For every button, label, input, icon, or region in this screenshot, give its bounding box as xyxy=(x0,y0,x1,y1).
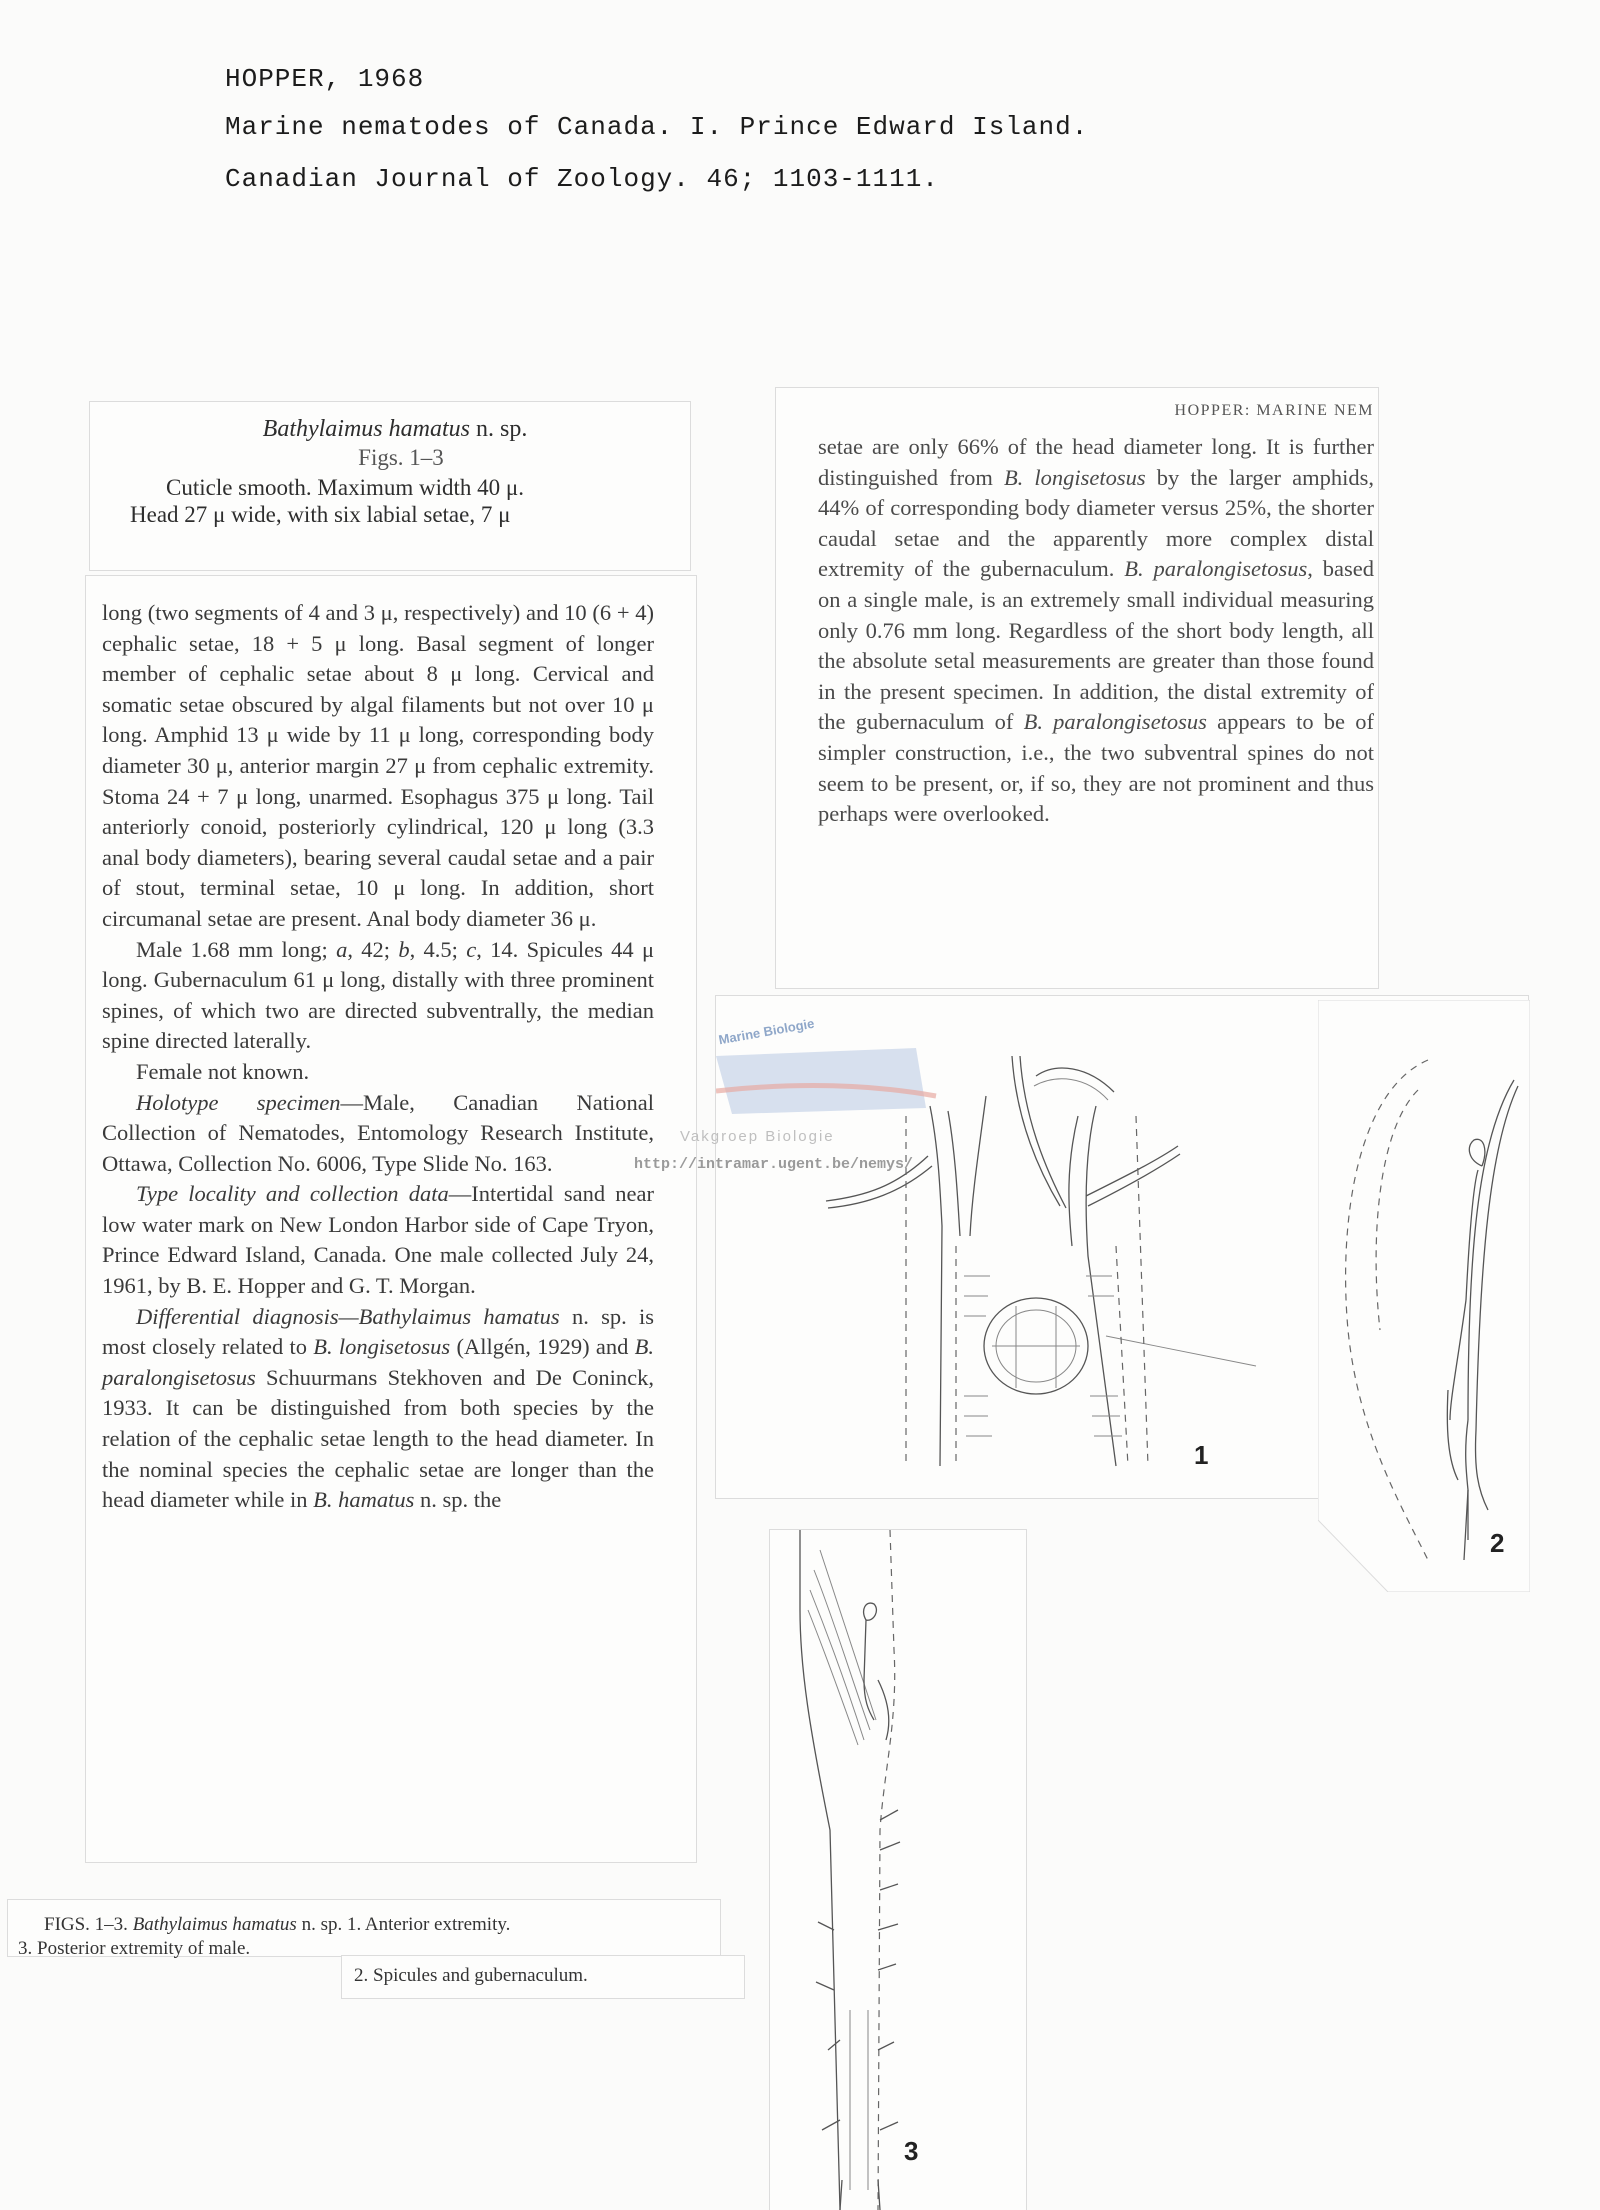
citation-title: Marine nematodes of Canada. I. Prince Edward Island. xyxy=(225,112,1089,142)
figure-3-posterior-extremity xyxy=(770,1530,1026,2210)
caption-line-3: 2. Spicules and gubernaculum. xyxy=(354,1965,588,1986)
watermark-line-2: Vakgroep Biologie xyxy=(680,1128,835,1145)
running-head: HOPPER: MARINE NEM xyxy=(1174,402,1374,419)
right-column-clip xyxy=(776,388,1378,988)
type-locality-paragraph: Type locality and collection data—Intertidal sand near low water mark on New London Harbor side of Cape Tryon, Prince Edward Island, Canada. One male collected July 24, 1961, by B. E. Hopper and G. T. Morgan. xyxy=(102,1181,655,1299)
figure-2-clip xyxy=(1318,1000,1530,1592)
caption-clip-2 xyxy=(342,1956,744,1998)
figure-2-spicules xyxy=(1318,1000,1530,1592)
intro-line-1: Cuticle smooth. Maximum width 40 μ. xyxy=(166,475,524,500)
species-title: Bathylaimus hamatus n. sp. xyxy=(262,416,528,442)
watermark-line-1: Marine Biologie xyxy=(717,1015,816,1048)
figure-3-clip xyxy=(770,1530,1026,2210)
watermark-url[interactable]: http://intramar.ugent.be/nemys/ xyxy=(634,1156,914,1173)
holotype-paragraph: Holotype specimen—Male, Canadian National Collection of Nematodes, Entomology Research Institute, Ottawa, Collection No. 6006, Type Slide No. 163. xyxy=(102,1089,654,1176)
description-paragraph: long (two segments of 4 and 3 μ, respectively) and 10 (6 + 4) cephalic setae, 18 + 5 μ long. Basal segment of longer member of cephalic setae about 8 μ long. Cervical and somatic setae obscured by algal filaments but not over 10 μ long. Amphid 13 μ wide by 11 μ long, corresponding body diameter 30 μ, anterior margin 27 μ from cephalic extremity. Stoma 24 + 7 μ long, unarmed. Esophagus 375 μ long. Tail anteriorly conoid, posteriorly cylindrical, 120 μ long (3.3 anal body diameters), bearing several caudal setae and a pair of stout, terminal setae, 10 μ long. In addition, short circumanal setae are present. Anal body diameter 36 μ. xyxy=(102,600,654,931)
species-title-clip xyxy=(90,402,690,570)
intro-line-2: Head 27 μ wide, with six labial setae, 7 μ xyxy=(130,502,511,527)
caption-line-2: 3. Posterior extremity of male. xyxy=(18,1938,251,1959)
figure-3-label: 3 xyxy=(904,2136,919,2166)
figure-2-label: 2 xyxy=(1490,1528,1505,1558)
female-note: Female not known. xyxy=(136,1058,310,1084)
differential-diagnosis-paragraph: Differential diagnosis—Bathylaimus hamatus n. sp. is most closely related to B. longisetosus (Allgén, 1929) and B. paralongisetosus Schuurmans Stekhoven and De Coninck, 1933. It can be distinguished from both species by the relation of the cephalic setae length to the head diameter. In the nominal species the cephalic setae are longer than the head diameter while in B. hamatus n. sp. the xyxy=(102,1303,655,1513)
measurements-paragraph: Male 1.68 mm long; a, 42; b, 4.5; c, 14. Spicules 44 μ long. Gubernaculum 61 μ long, distally with three prominent spines, of which two are directed subventrally, the median spine directed laterally. xyxy=(102,936,655,1054)
figure-1-label: 1 xyxy=(1194,1440,1209,1470)
caption-line-1: FIGS. 1–3. Bathylaimus hamatus n. sp. 1. Anterior extremity. xyxy=(44,1914,511,1935)
citation-journal: Canadian Journal of Zoology. 46; 1103-1111. xyxy=(225,164,939,194)
right-column-text: setae are only 66% of the head diameter long. It is further distinguished from B. longisetosus by the larger amphids, 44% of corresponding body diameter versus 25%, the shorter caudal setae and the apparently more complex distal extremity of the gubernaculum. B. paralongisetosus, based on a single male, is an extremely small individual measuring only 0.76 mm long. Regardless of the short body length, all the absolute setal measurements are greater than those found in the present specimen. In addition, the distal extremity of the gubernaculum of B. paralongisetosus appears to be of simpler construction, i.e., the two subventral spines do not seem to be present, or, if so, they are not prominent and thus perhaps were overlooked. xyxy=(818,434,1375,827)
citation-author-year: HOPPER, 1968 xyxy=(225,64,425,94)
species-name: Bathylaimus hamatus xyxy=(262,416,470,442)
figures-reference: Figs. 1–3 xyxy=(358,445,444,470)
description-clip xyxy=(86,576,696,1862)
